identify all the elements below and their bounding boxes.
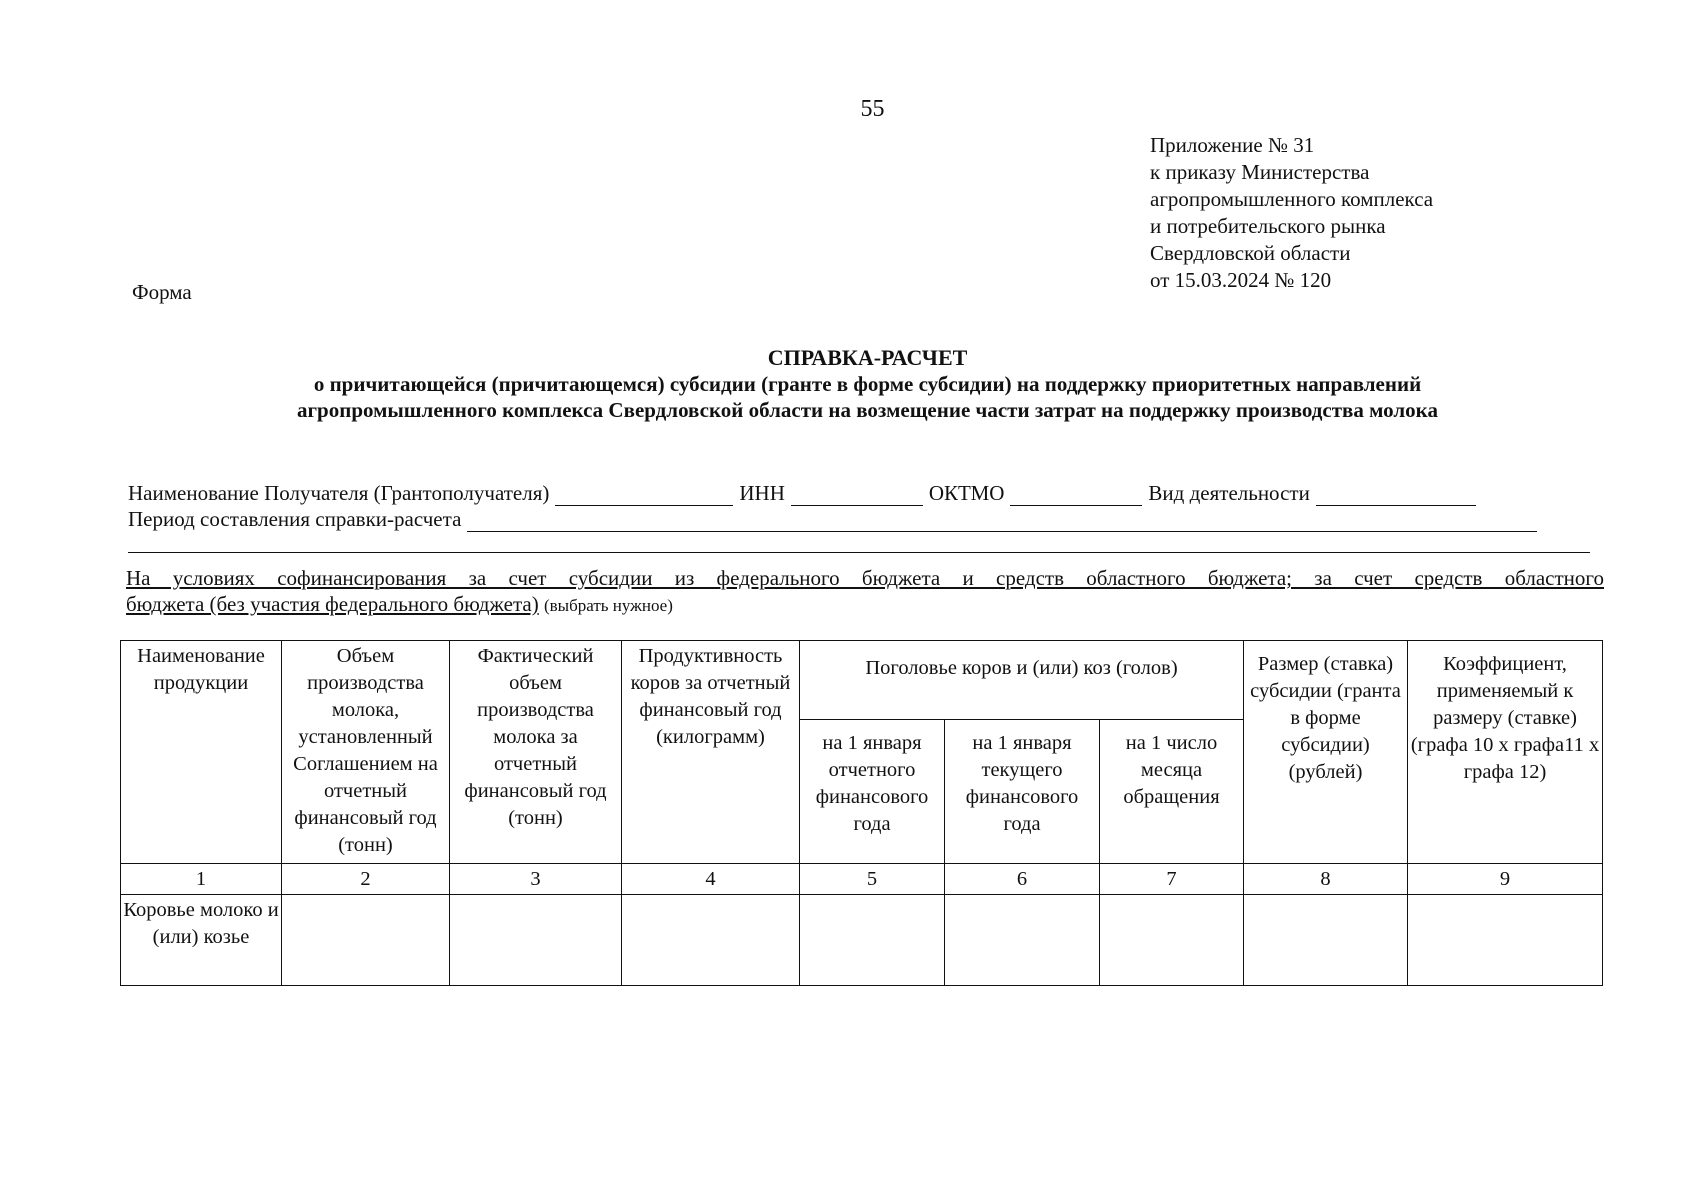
period-input-continuation[interactable] [128, 534, 1590, 553]
data-cell[interactable] [450, 895, 622, 986]
title-line: агропромышленного комплекса Свердловской области на возмещение части затрат на поддержку производства молока [297, 398, 1438, 422]
header-cell: на 1 января отчетного финансового года [800, 720, 945, 864]
header-group-cell: Поголовье коров и (или) коз (голов) [800, 641, 1244, 720]
data-cell[interactable] [1408, 895, 1603, 986]
title-main: СПРАВКА-РАСЧЕТ [767, 345, 968, 370]
appendix-line: агропромышленного комплекса [1150, 187, 1434, 211]
column-number: 2 [282, 864, 450, 895]
data-cell[interactable] [622, 895, 800, 986]
period-input[interactable] [467, 511, 1537, 532]
appendix-line: Приложение № 31 [1150, 133, 1315, 157]
oktmo-input[interactable] [1010, 485, 1142, 506]
appendix-line: Свердловской области [1150, 241, 1351, 265]
period-label: Период составления справки-расчета [128, 507, 462, 531]
recipient-label: Наименование Получателя (Грантополучателя) [128, 481, 550, 505]
appendix-line: к приказу Министерства [1150, 160, 1370, 184]
data-cell[interactable] [945, 895, 1100, 986]
column-number: 8 [1244, 864, 1408, 895]
column-number: 5 [800, 864, 945, 895]
conditions-note: (выбрать нужное) [543, 596, 673, 615]
data-cell[interactable] [1100, 895, 1244, 986]
recipient-input[interactable] [555, 485, 733, 506]
data-cell[interactable] [800, 895, 945, 986]
header-cell: на 1 число месяца обращения [1100, 720, 1244, 864]
header-cell: Размер (ставка) субсидии (гранта в форме субсидии) (рублей) [1244, 641, 1408, 864]
activity-label: Вид деятельности [1148, 481, 1310, 505]
header-cell: Наименование продукции [121, 641, 282, 864]
product-cell: Коровье молоко и (или) козье [121, 895, 282, 986]
title-line: о причитающейся (причитающемся) субсидии (гранте в форме субсидии) на поддержку приоритетных направлений [313, 372, 1422, 396]
activity-input[interactable] [1316, 485, 1476, 506]
column-number: 4 [622, 864, 800, 895]
financing-conditions [126, 565, 1604, 619]
form-label: Форма [132, 280, 192, 304]
header-cell: Фактический объем производства молока за отчетный финансовый год (тонн) [450, 641, 622, 864]
inn-label: ИНН [739, 481, 785, 505]
data-cell[interactable] [282, 895, 450, 986]
appendix-block [1150, 132, 1570, 294]
column-number: 7 [1100, 864, 1244, 895]
conditions-line[interactable]: бюджета (без участия федерального бюджета) [126, 592, 539, 616]
oktmo-label: ОКТМО [928, 481, 1005, 505]
conditions-line[interactable]: На условиях софинансирования за счет субсидии из федерального бюджета и средств областного бюджета; за счет средств областного [126, 566, 1604, 590]
recipient-fields [128, 480, 1598, 553]
column-number: 1 [121, 864, 282, 895]
table-number-row [121, 864, 1603, 895]
header-cell: Объем производства молока, установленный Соглашением на отчетный финансовый год (тонн) [282, 641, 450, 864]
header-cell: Коэффициент, применяемый к размеру (ставке) (графа 10 х графа11 х графа 12) [1408, 641, 1603, 864]
header-cell: на 1 января текущего финансового года [945, 720, 1100, 864]
page-number: 55 [860, 96, 885, 122]
table-header-row [121, 641, 1603, 720]
document-title [190, 345, 1545, 423]
column-number: 3 [450, 864, 622, 895]
header-cell: Продуктивность коров за отчетный финансовый год (килограмм) [622, 641, 800, 864]
column-number: 9 [1408, 864, 1603, 895]
calculation-table [120, 640, 1603, 986]
inn-input[interactable] [791, 485, 923, 506]
column-number: 6 [945, 864, 1100, 895]
appendix-line: и потребительского рынка [1150, 214, 1386, 238]
table-row [121, 895, 1603, 986]
data-cell[interactable] [1244, 895, 1408, 986]
appendix-line: от 15.03.2024 № 120 [1150, 268, 1332, 292]
